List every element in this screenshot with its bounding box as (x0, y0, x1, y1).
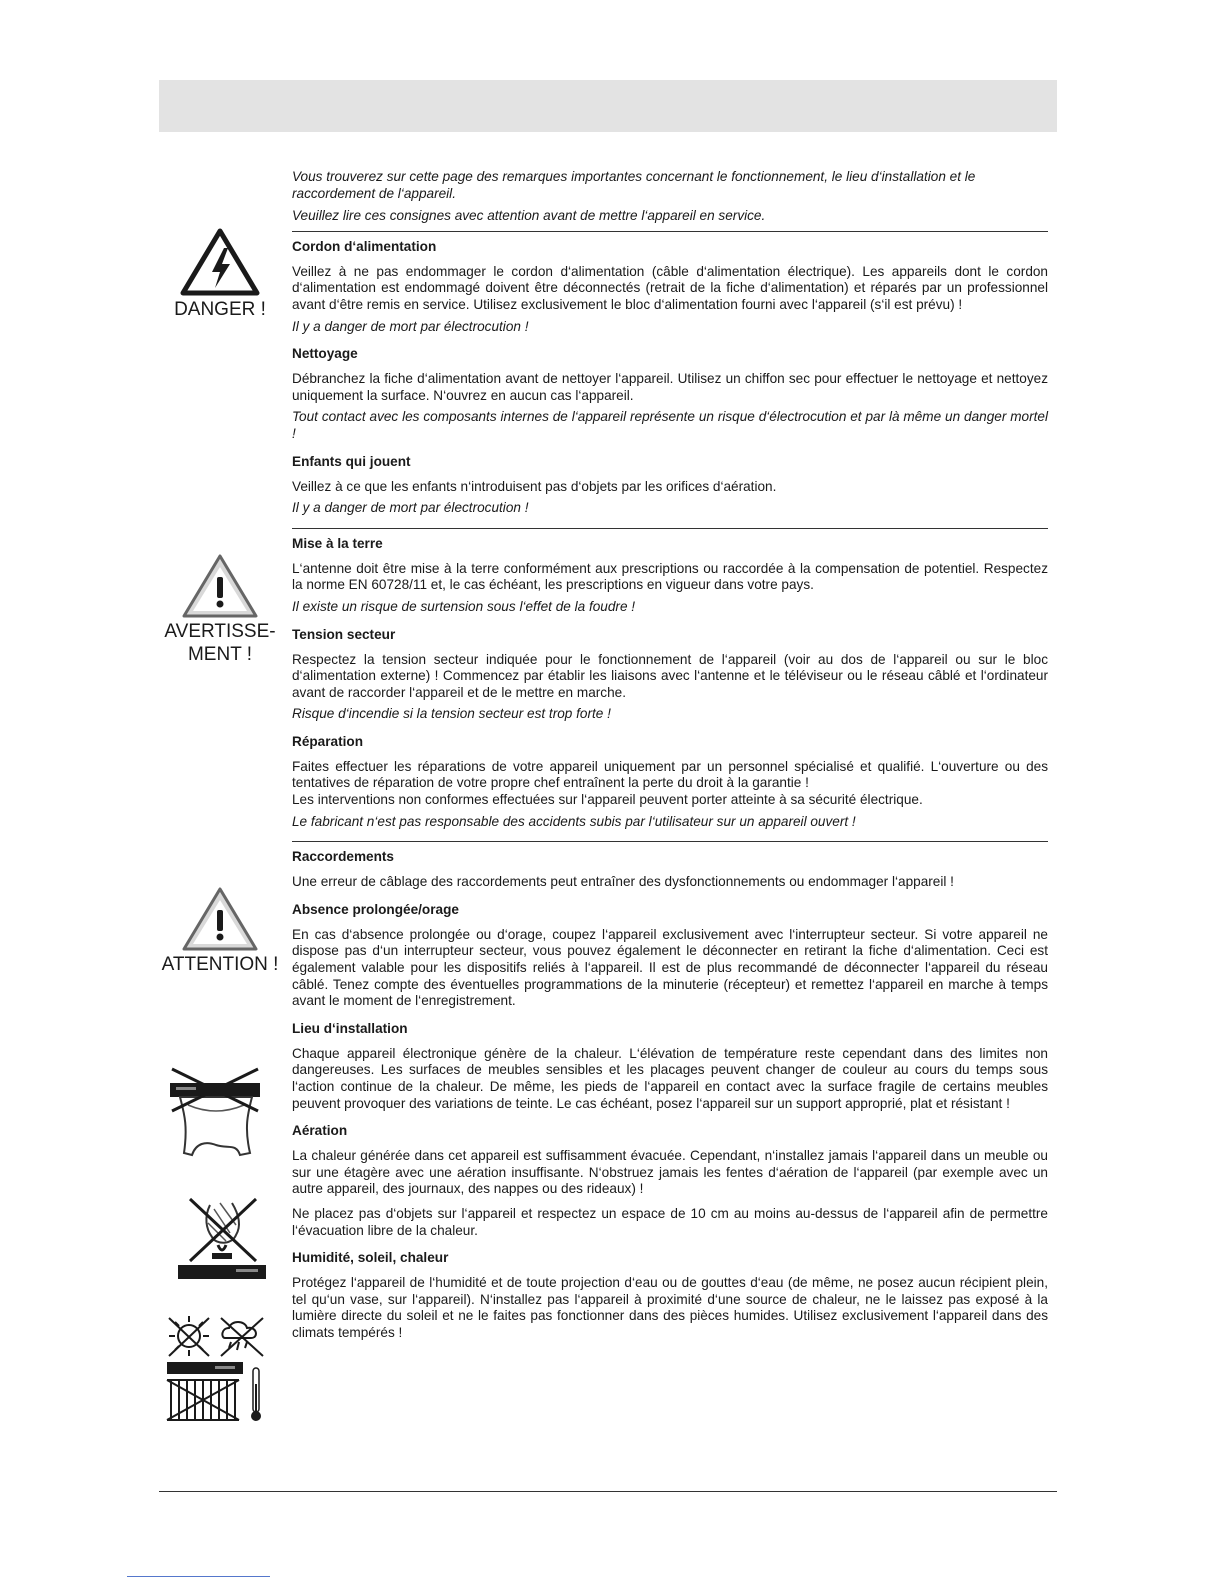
section-title: Cordon d‘alimentation (292, 238, 437, 254)
section-mains-voltage (292, 627, 1048, 723)
section-warning: Il y a danger de mort par électrocution ! (292, 318, 529, 334)
section-text: En cas d‘absence prolongée ou d‘orage, coupez l‘appareil exclusivement avec l‘interrupteur secteur. Si votre appareil ne dispose pas d‘un interrupteur secteur, vous pouvez également le déconnecter en retirant la fiche d‘alimentation. Ceci est également valable pour les dispositifs reliés à l‘appareil. Il est de plus recommandé de déconnecter l‘appareil du réseau câblé. Tenez compte des éventuelles programmations de la minuterie (récepteur) et remettez l‘appareil en marche à temps avant le moment de l‘enregistrement. (292, 926, 1048, 1009)
section-group-danger (292, 231, 1048, 517)
section-text: Ne placez pas d‘objets sur l‘appareil et respectez un espace de 10 cm au moins au-dessus de l‘appareil afin de permettre l‘évacuation libre de la chaleur. (292, 1205, 1048, 1238)
section-text: La chaleur générée dans cet appareil est suffisamment évacuée. Cependant, n‘installez jamais l‘appareil dans un meuble ou sur une étagère avec une aération insuffisante. N‘obstruez jamais les fentes d‘aération de l‘appareil (par exemple avec un autre appareil, des journaux, des nappes ou des rideaux) ! (292, 1148, 1048, 1197)
header-bar (159, 80, 1057, 132)
sun-rain-heat-crossed-icon (165, 1314, 269, 1424)
section-children (292, 454, 1048, 517)
danger-label: DANGER ! (174, 299, 266, 320)
section-title: Enfants qui jouent (292, 453, 411, 469)
exclamation-triangle-icon (181, 886, 259, 952)
exclamation-triangle-icon (181, 553, 259, 619)
section-warning: Le fabricant n‘est pas responsable des accidents subis par l‘utilisateur sur un appareil ouvert ! (292, 813, 856, 829)
section-title: Mise à la terre (292, 535, 383, 551)
section-installation-place (292, 1021, 1048, 1112)
section-ventilation (292, 1123, 1048, 1239)
electric-shock-triangle-icon (180, 228, 260, 296)
section-text: Chaque appareil électronique génère de la chaleur. L‘élévation de température reste cependant dans des limites non dangereuses. Les surfaces de meubles sensibles et les placages peuvent changer de couleur au cours du temps sous l‘action continue de la chaleur. De même, les pieds de l‘appareil en contact avec la surface fragile de certains meubles peuvent provoquer des variations de teinte. Le cas échéant, posez l‘appareil sur un support approprié, plat et résistant ! (292, 1045, 1048, 1111)
section-title: Tension secteur (292, 626, 396, 642)
section-text: Une erreur de câblage des raccordements peut entraîner des dysfonctionnements ou endommager l‘appareil ! (292, 874, 954, 890)
section-title: Humidité, soleil, chaleur (292, 1250, 449, 1266)
attention-label: ATTENTION ! (161, 954, 279, 975)
section-text: Protégez l‘appareil de l‘humidité et de toute projection d‘eau ou de gouttes d‘eau (de même, ne posez aucun récipient plein, tel qu‘un vase, sur l‘appareil). N‘installez pas l‘appareil à proximité d‘une source de chaleur, ne le laissez pas exposé à la lumière directe du soleil et ne le faites pas fonctionner dans des pièces humides. Utilisez exclusivement l‘appareil dans des climats tempérés ! (292, 1275, 1048, 1340)
section-warning: Il existe un risque de surtension sous l‘effet de la foudre ! (292, 598, 636, 614)
warning-label: AVERTISSE- MENT ! (164, 621, 276, 665)
section-cleaning (292, 346, 1048, 442)
section-warning: Risque d‘incendie si la tension secteur est trop forte ! (292, 706, 611, 722)
section-text: Faites effectuer les réparations de votre appareil uniquement par un personnel spécialisé et qualifié. L‘ouverture ou des tentatives de réparation de votre propre chef entraînent la perte du droit à la garantie ! Les interventions non conformes effectuées sur l‘appareil peuvent porter atteinte à sa sécurité électrique. (292, 758, 1048, 808)
intro-instruction: Veuillez lire ces consignes avec attention avant de mettre l‘appareil en service. (292, 208, 766, 224)
section-group-warning (292, 528, 1048, 831)
section-grounding (292, 536, 1048, 616)
intro-text: Vous trouverez sur cette page des remarques importantes concernant le fonctionnement, le lieu d‘installation et le raccordement de l‘appareil. (292, 169, 976, 201)
section-text: Débranchez la fiche d‘alimentation avant de nettoyer l‘appareil. Utilisez un chiffon sec pour effectuer le nettoyage et nettoyez uniquement la surface. N‘ouvrez en aucun cas l‘appareil. (292, 371, 1048, 403)
warning-label-block (154, 553, 286, 666)
section-title: Réparation (292, 733, 364, 749)
content-column (292, 169, 1048, 1353)
attention-label-block (152, 886, 288, 976)
section-text: L‘antenne doit être mise à la terre conformément aux prescriptions ou raccordée à la compensation de potentiel. Respectez la norme EN 60728/11 et, le cas échéant, les prescriptions en vigueur dans votre pays. (292, 560, 1048, 593)
page-link-underline[interactable] (127, 1576, 270, 1577)
section-title: Lieu d‘installation (292, 1020, 408, 1036)
section-absence-storm (292, 902, 1048, 1010)
section-connections (292, 849, 1048, 891)
section-text: Veillez à ce que les enfants n‘introduisent pas d‘objets par les orifices d‘aération. (292, 478, 777, 494)
receiver-on-cloth-crossed-icon (166, 1065, 264, 1165)
section-text: Respectez la tension secteur indiquée pour le fonctionnement de l‘appareil (voir au dos de l‘appareil ou sur le bloc d‘alimentation externe) ! Commencez par établir les liaisons avec l‘antenne et le téléviseur ou le réseau câblé et l‘ordinateur avant de raccorder l‘appareil et de le mettre en marche. (292, 651, 1048, 700)
footer-rule (159, 1491, 1057, 1492)
section-text: Veillez à ne pas endommager le cordon d‘alimentation (câble d‘alimentation électrique). Les appareils dont le cordon d‘alimentation est endommagé doivent être déconnectés (retrait de la fiche d‘alimentation) et réparés par un professionnel avant d‘être remis en service. Utilisez exclusivement le bloc d‘alimentation fourni avec l‘appareil (s‘il est prévu) ! (292, 263, 1048, 312)
danger-label-block (160, 228, 280, 321)
section-group-attention (292, 841, 1048, 1341)
intro (292, 169, 1048, 225)
section-title: Nettoyage (292, 346, 358, 362)
section-power-cord (292, 239, 1048, 335)
section-repair (292, 734, 1048, 830)
section-title: Absence prolongée/orage (292, 901, 459, 917)
section-title: Aération (292, 1123, 348, 1139)
section-warning: Tout contact avec les composants internes de l‘appareil représente un risque d‘électrocution et par là même un danger mortel ! (292, 409, 1048, 441)
section-title: Raccordements (292, 849, 394, 865)
section-warning: Il y a danger de mort par électrocution ! (292, 500, 529, 516)
section-humidity-sun-heat (292, 1250, 1048, 1341)
receiver-covered-crossed-icon (176, 1195, 268, 1287)
